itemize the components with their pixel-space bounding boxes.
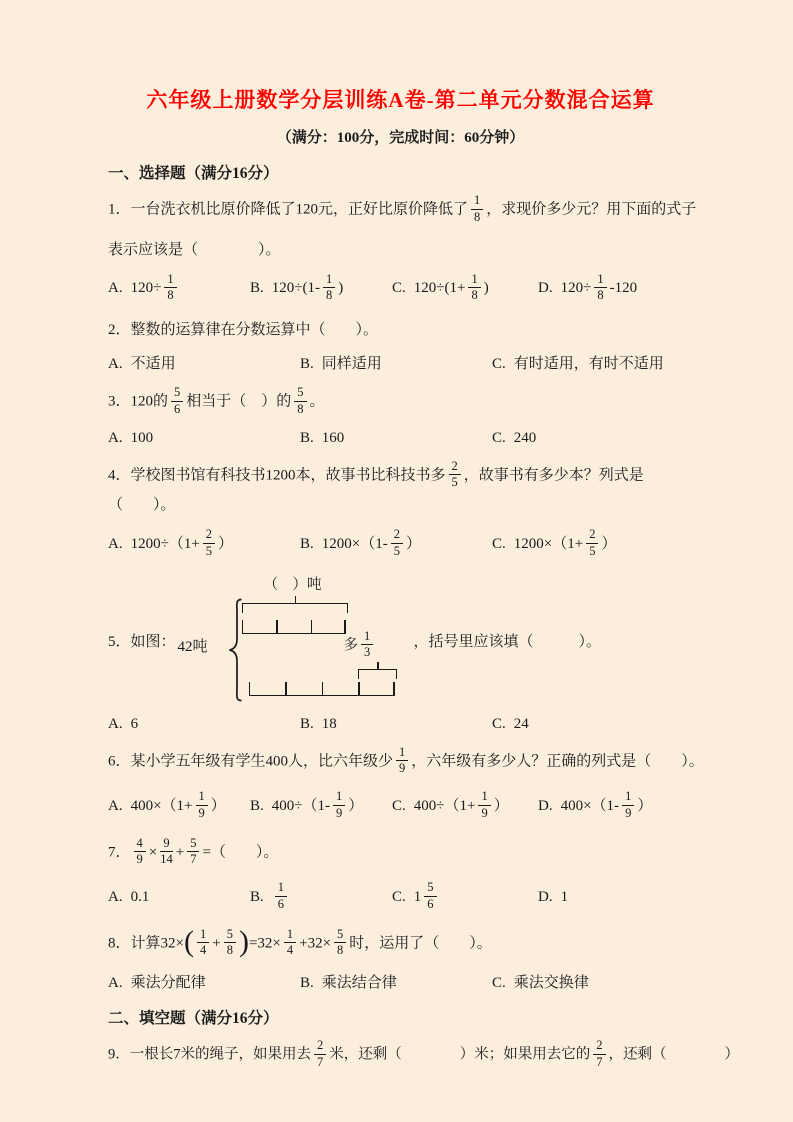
option-label: B.	[300, 715, 314, 732]
fraction: $\frac{5}{8}$	[294, 386, 306, 417]
fraction: $\frac{1}{8}$	[323, 273, 335, 304]
question-1-text-line2: 表示应该是（ ）。	[108, 241, 281, 258]
option-label: A.	[108, 888, 123, 905]
fraction: $\frac{2}{5}$	[449, 460, 461, 491]
bar-tick	[322, 682, 324, 695]
question-2-options-B	[300, 352, 492, 373]
option-label: A.	[108, 535, 123, 552]
question-7	[108, 836, 707, 915]
option-body: 乘法交换律	[513, 975, 589, 991]
curly-brace-icon	[228, 598, 243, 702]
question-1-options-D	[538, 272, 707, 307]
excess-bracket	[358, 669, 397, 679]
exam-info: （满分：100分，完成时间：60分钟）	[276, 130, 525, 146]
question-5	[108, 574, 707, 733]
option-body: 乘法结合律	[321, 975, 397, 991]
fraction: $\frac{2}{7}$	[593, 1039, 605, 1070]
option-label: B.	[300, 429, 314, 446]
fraction: $\frac{1}{4}$	[197, 928, 209, 959]
question-7-options-D	[538, 889, 707, 906]
fraction: $\frac{1}{8}$	[468, 273, 480, 304]
option-body: 有时适用，有时不适用	[513, 356, 664, 372]
question-1	[108, 193, 707, 306]
option-label: B.	[250, 888, 264, 905]
option-body: 400÷（1- $\frac{1}{9}$ ）	[271, 789, 364, 820]
option-body: 1 $\frac{5}{6}$	[414, 889, 440, 905]
fraction: $\frac{1}{8}$	[164, 273, 176, 304]
fraction: $\frac{1}{9}$	[622, 790, 634, 821]
option-label: A.	[108, 429, 123, 446]
option-body: 100	[130, 429, 154, 446]
option-label: C.	[392, 888, 406, 905]
fraction: $\frac{1}{9}$	[478, 790, 490, 821]
question-7-options-B	[250, 880, 392, 915]
question-3-options-B	[300, 430, 492, 447]
question-7-options	[108, 880, 707, 915]
question-8	[108, 924, 707, 993]
option-label: D.	[538, 280, 553, 297]
option-body: 160	[321, 429, 345, 446]
option-label: C.	[392, 280, 406, 297]
question-2-options	[108, 352, 707, 373]
option-body: 120÷(1- $\frac{1}{8}$ )	[271, 271, 344, 303]
question-5-prefix: 5．如图：	[108, 634, 176, 650]
total-amount-label: 42吨	[177, 639, 208, 655]
option-label: C.	[392, 797, 406, 814]
option-label: C.	[492, 715, 506, 732]
question-5-suffix: ，括号里应该填（ ）。	[413, 634, 602, 650]
option-body: 1200×（1- $\frac{2}{5}$ ）	[321, 527, 421, 558]
option-label: A.	[108, 715, 123, 732]
fraction: $\frac{1}{4}$	[284, 928, 296, 959]
fraction: $\frac{1}{9}$	[196, 790, 208, 821]
option-body: 1200×（1+ $\frac{2}{5}$ ）	[513, 527, 617, 558]
question-7-options-A	[108, 889, 250, 906]
option-body: 18	[321, 715, 337, 732]
question-8-text: 8．计算32×( $\frac{1}{4}$ + $\frac{5}{8}$ )=32× $\frac{1}{4}$ +32× $\frac{5}{8}$ 时，运用了（ ）。	[108, 924, 492, 958]
question-6-options-D	[538, 789, 707, 824]
question-6-text: 6．某小学五年级有学生400人，比六年级少 $\frac{1}{9}$ ，六年级有多少人？正确的列式是（ ）。	[108, 744, 704, 776]
fraction: $\frac{1}{3}$	[361, 630, 373, 661]
question-4-options-B	[300, 527, 492, 562]
question-5-options-A	[108, 716, 300, 733]
option-body: 400×（1+ $\frac{1}{9}$ ）	[130, 789, 226, 820]
fraction: $\frac{1}{8}$	[471, 194, 483, 225]
question-5-options	[108, 716, 707, 733]
option-label: B.	[250, 280, 264, 297]
option-body: 400×（1- $\frac{1}{9}$ ）	[560, 789, 653, 820]
bar-tick	[276, 620, 278, 633]
question-1-options-C	[392, 272, 538, 307]
question-3-options-A	[108, 430, 300, 447]
section-choice-heading: 一、选择题（满分16分）	[108, 165, 279, 182]
option-body: 120÷ $\frac{1}{8}$	[131, 280, 180, 296]
bar-tick	[393, 682, 395, 695]
option-body: 1	[560, 888, 569, 905]
option-body: 1200÷（1+ $\frac{2}{5}$ ）	[130, 527, 234, 558]
question-8-options-C	[492, 971, 707, 992]
section-fill-heading: 二、填空题（满分16分）	[108, 1010, 279, 1027]
option-body: 120÷ $\frac{1}{8}$ -120	[560, 271, 638, 303]
fraction: $\frac{2}{5}$	[203, 528, 215, 559]
option-label: D.	[538, 797, 553, 814]
diagram-top-label: （ ）吨	[263, 576, 322, 593]
option-body: 乘法分配律	[130, 975, 206, 991]
fraction: $\frac{9}{14}$	[160, 835, 173, 867]
question-1-options	[108, 272, 707, 307]
fraction: $\frac{1}{6}$	[275, 881, 287, 912]
question-5-options-C	[492, 716, 707, 733]
question-9	[108, 1038, 739, 1073]
question-7-text: 7． $\frac{4}{9}$ × $\frac{9}{14}$ + $\frac{5}{7}$ =（ ）。	[108, 835, 279, 867]
option-label: C.	[492, 429, 506, 446]
fraction: $\frac{5}{8}$	[334, 928, 346, 959]
fraction: $\frac{5}{7}$	[187, 837, 199, 868]
question-5-options-B	[300, 716, 492, 733]
bar-tick	[249, 682, 251, 695]
option-label: A.	[108, 280, 123, 297]
option-label: A.	[108, 797, 123, 814]
option-label: B.	[250, 797, 264, 814]
option-body: 6	[130, 715, 139, 732]
question-1-options-B	[250, 272, 392, 307]
option-label: C.	[492, 535, 506, 552]
bar-tick	[311, 620, 313, 633]
question-4-options-A	[108, 527, 300, 562]
fraction: $\frac{4}{9}$	[134, 837, 146, 868]
question-8-options-A	[108, 971, 300, 992]
excess-fraction-label: 多 $\frac{1}{3}$	[344, 629, 377, 664]
fraction: $\frac{2}{5}$	[391, 528, 403, 559]
bar-model-diagram	[212, 574, 408, 708]
fraction: $\frac{1}{8}$	[594, 273, 606, 304]
option-body: 240	[513, 429, 537, 446]
question-4-text: 4．学校图书馆有科技书1200本，故事书比科技书多 $\frac{2}{5}$ ，故事书有多少本？列式是（ ）。	[108, 458, 644, 513]
question-1-options-A	[108, 272, 250, 307]
option-label: A.	[108, 975, 123, 991]
question-2-options-A	[108, 352, 300, 373]
option-label: C.	[492, 975, 506, 991]
option-label: B.	[300, 975, 314, 991]
question-3-text: 3．120的 $\frac{5}{6}$ 相当于（ ）的 $\frac{5}{8}$ 。	[108, 385, 325, 416]
option-body: 400÷（1+ $\frac{1}{9}$ ）	[413, 789, 509, 820]
top-overbrace	[242, 603, 348, 613]
question-3-options-C	[492, 430, 707, 447]
bar-tick	[285, 682, 287, 695]
bar-tick	[358, 682, 360, 695]
option-body: 不适用	[130, 356, 176, 372]
question-6-options	[108, 789, 707, 824]
question-7-options-C	[392, 880, 538, 915]
bottom-bar	[249, 682, 395, 696]
fraction: $\frac{5}{6}$	[171, 386, 183, 417]
option-body: 120÷(1+ $\frac{1}{8}$ )	[413, 271, 489, 303]
option-body	[272, 880, 290, 911]
fraction: $\frac{1}{9}$	[333, 790, 345, 821]
option-label: C.	[492, 356, 506, 372]
question-2-options-C	[492, 352, 707, 373]
option-body: 0.1	[130, 888, 150, 905]
question-6-options-B	[250, 789, 392, 824]
question-4	[108, 459, 707, 562]
question-2-text: 2．整数的运算律在分数运算中（ ）。	[108, 322, 379, 338]
option-label: B.	[300, 535, 314, 552]
question-6-options-C	[392, 789, 538, 824]
question-6	[108, 745, 707, 824]
question-2	[108, 318, 707, 373]
question-8-options	[108, 971, 707, 992]
question-4-options	[108, 527, 707, 562]
fraction: $\frac{5}{8}$	[224, 928, 236, 959]
fraction: $\frac{5}{6}$	[424, 881, 436, 912]
page-title: 六年级上册数学分层训练A卷-第二单元分数混合运算	[146, 88, 655, 112]
option-body: 24	[513, 715, 529, 732]
fraction: $\frac{1}{9}$	[396, 746, 408, 777]
option-body: 同样适用	[321, 356, 382, 372]
question-3	[108, 385, 707, 447]
option-label: B.	[300, 356, 314, 372]
question-3-options	[108, 430, 707, 447]
top-bar	[242, 620, 346, 634]
question-4-options-C	[492, 527, 707, 562]
fraction: $\frac{2}{5}$	[586, 528, 598, 559]
question-1-text-line1: 1．一台洗衣机比原价降低了120元，正好比原价降低了 $\frac{1}{8}$ ，求现价多少元？用下面的式子	[108, 193, 697, 224]
option-label: A.	[108, 356, 123, 372]
question-9-text: 9．一根长7米的绳子，如果用去 $\frac{2}{7}$ 米，还剩（ ）米；如果用去它的 $\frac{2}{7}$ ，还剩（ ）	[108, 1038, 739, 1069]
question-5-row	[108, 574, 707, 708]
question-8-options-B	[300, 971, 492, 992]
option-label: D.	[538, 888, 553, 905]
question-6-options-A	[108, 789, 250, 824]
fraction: $\frac{2}{7}$	[314, 1039, 326, 1070]
